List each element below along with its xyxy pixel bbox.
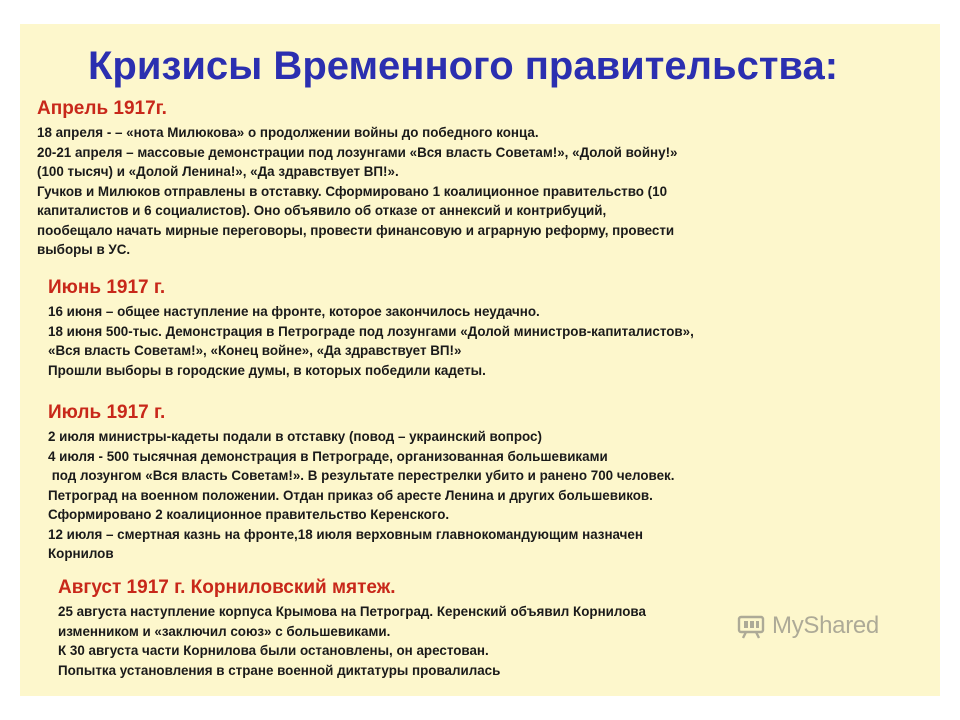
text-line: 12 июля – смертная казнь на фронте,18 июля верховным главнокомандующим назначен [48,526,643,542]
text-line: 16 июня – общее наступление на фронте, которое закончилось неудачно. [48,304,540,319]
section-heading: Август 1917 г. Корниловский мятеж. [58,577,396,598]
text-line: «Вся власть Советам!», «Конец войне», «Да здравствует ВП!» [48,343,462,358]
text-line: пообещало начать мирные переговоры, провести финансовую и аграрную реформу, провести [37,222,675,238]
text-line: под лозунгом «Вся власть Советам!». В результате перестрелки убито и ранено 700 человек. [48,468,675,483]
section-heading: Июнь 1917 г. [48,277,166,298]
text-line: 2 июля министры-кадеты подали в отставку (повод – украинский вопрос) [48,429,542,444]
text-line: 4 июля - 500 тысячная демонстрация в Петрограде, организованная большевиками [48,448,608,464]
section-heading: Июль 1917 г. [48,402,166,423]
text-line: К 30 августа части Корнилова были остановлены, он арестован. [58,643,489,658]
text-line: выборы в УС. [37,242,131,257]
text-line: 25 августа наступление корпуса Крымова на Петроград. Керенский объявил Корнилова [58,604,646,619]
text-line: 18 апреля - – «нота Милюкова» о продолжении войны до победного конца. [37,125,539,140]
myshared-watermark [736,612,879,640]
section-april-1917 [37,98,942,260]
slide [20,24,940,696]
text-line: Гучков и Милюков отправлены в отставку. Сформировано 1 коалиционное правительство (10 [37,183,668,199]
text-line: Прошли выборы в городские думы, в которых победили кадеты. [48,362,486,378]
text-line: Корнилов [48,546,114,561]
text-line: Сформировано 2 коалиционное правительство Керенского. [48,507,450,522]
text-line: 20-21 апреля – массовые демонстрации под лозунгами «Вся власть Советам!», «Долой войну!» [37,144,678,160]
text-line: Петроград на военном положении. Отдан приказ об аресте Ленина и других большевиков. [48,487,653,503]
text-line: капиталистов и 6 социалистов). Оно объявило об отказе от аннексий и контрибуций, [37,203,607,218]
watermark-text: MyShared [772,612,879,639]
section-july-1917 [48,402,953,564]
myshared-logo-icon [736,613,766,639]
text-line: (100 тысяч) и «Долой Ленина!», «Да здравствует ВП!». [37,164,399,179]
slide-title: Кризисы Временного правительства: [88,44,839,88]
section-heading: Апрель 1917г. [37,98,167,119]
text-line: Попытка установления в стране военной диктатуры провалилась [58,662,501,678]
text-line: изменником и «заключил союз» с большевиками. [58,623,391,639]
text-line: 18 июня 500-тыс. Демонстрация в Петрограде под лозунгами «Долой министров-капиталистов», [48,323,694,339]
section-june-1917 [48,277,953,380]
